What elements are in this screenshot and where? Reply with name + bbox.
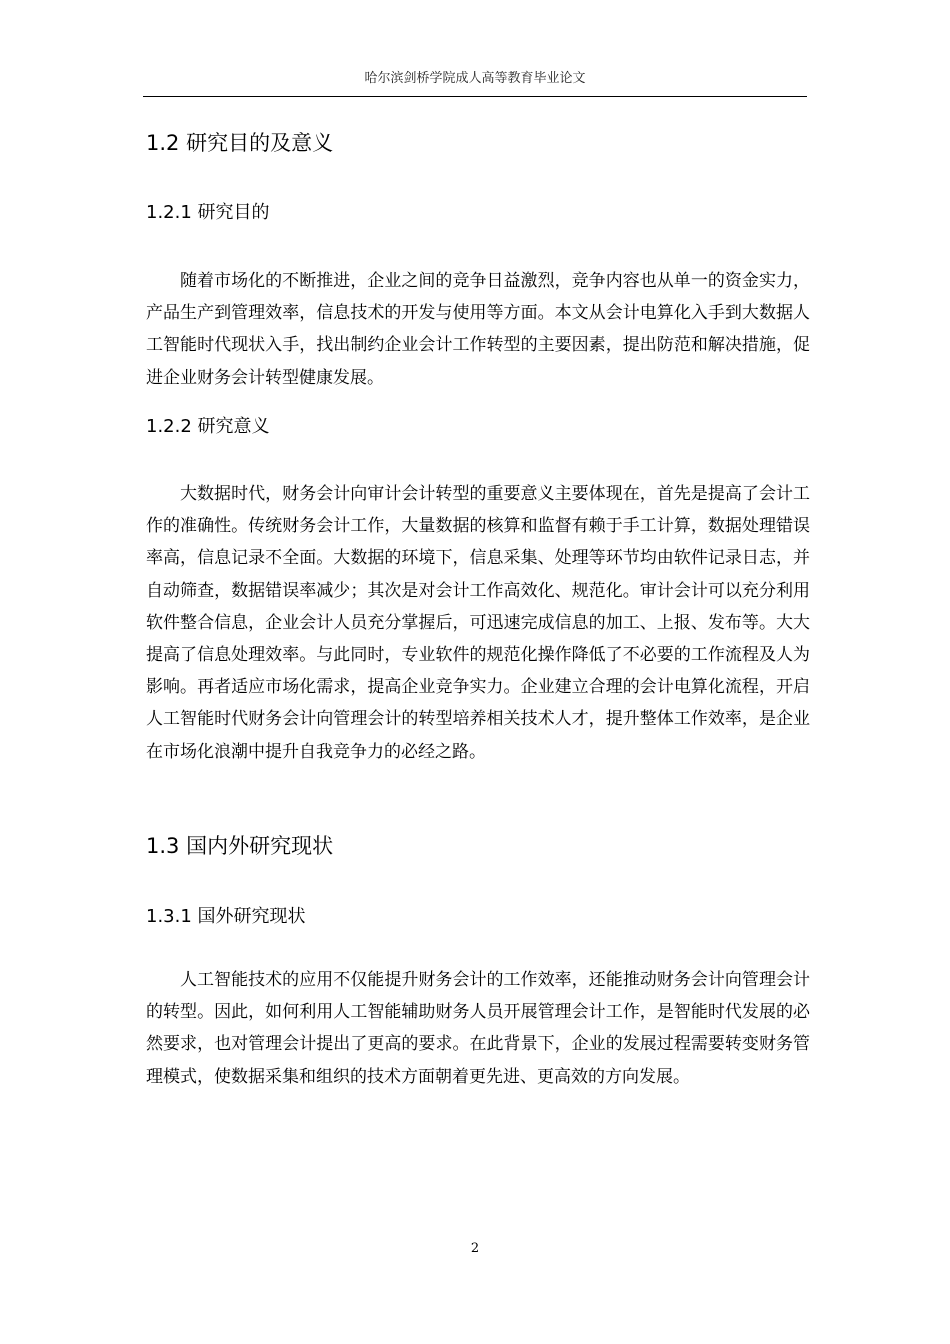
header-divider xyxy=(143,96,807,97)
section-heading-1-2: 1.2 研究目的及意义 xyxy=(146,131,334,155)
page-number: 2 xyxy=(470,1241,480,1256)
paragraph-foreign-research: 人工智能技术的应用不仅能提升财务会计的工作效率，还能推动财务会计向管理会计的转型。因此，如何利用人工智能辅助财务人员开展管理会计工作，是智能时代发展的必然要求，也对管理会计提出了更高的要求。在此背景下，企业的发展过程需要转变财务管理模式，使数据采集和组织的技术方面朝着更先进、更高效的方向发展。 xyxy=(146,970,810,1087)
running-header: 哈尔滨剑桥学院成人高等教育毕业论文 xyxy=(364,71,586,86)
paragraph-research-significance: 大数据时代，财务会计向审计会计转型的重要意义主要体现在，首先是提高了会计工作的准确性。传统财务会计工作，大量数据的核算和监督有赖于手工计算，数据处理错误率高，信息记录不全面。大数据的环境下，信息采集、处理等环节均由软件记录日志，并自动筛查，数据错误率减少；其次是对会计工作高效化、规范化。审计会计可以充分利用软件整合信息，企业会计人员充分掌握后，可迅速完成信息的加工、上报、发布等。大大提高了信息处理效率。与此同时，专业软件的规范化操作降低了不必要的工作流程及人为影响。再者适应市场化需求，提高企业竞争实力。企业建立合理的会计电算化流程，开启人工智能时代财务会计向管理会计的转型培养相关技术人才，提升整体工作效率，是企业在市场化浪潮中提升自我竞争力的必经之路。 xyxy=(146,484,810,762)
section-heading-1-2-2: 1.2.2 研究意义 xyxy=(146,416,270,437)
section-heading-1-3-1: 1.3.1 国外研究现状 xyxy=(146,906,306,927)
section-heading-1-3: 1.3 国内外研究现状 xyxy=(146,834,334,858)
section-heading-1-2-1: 1.2.1 研究目的 xyxy=(146,202,270,223)
paragraph-research-purpose: 随着市场化的不断推进，企业之间的竞争日益激烈，竞争内容也从单一的资金实力，产品生产到管理效率，信息技术的开发与使用等方面。本文从会计电算化入手到大数据人工智能时代现状入手，找出制约企业会计工作转型的主要因素，提出防范和解决措施，促进企业财务会计转型健康发展。 xyxy=(146,271,810,388)
